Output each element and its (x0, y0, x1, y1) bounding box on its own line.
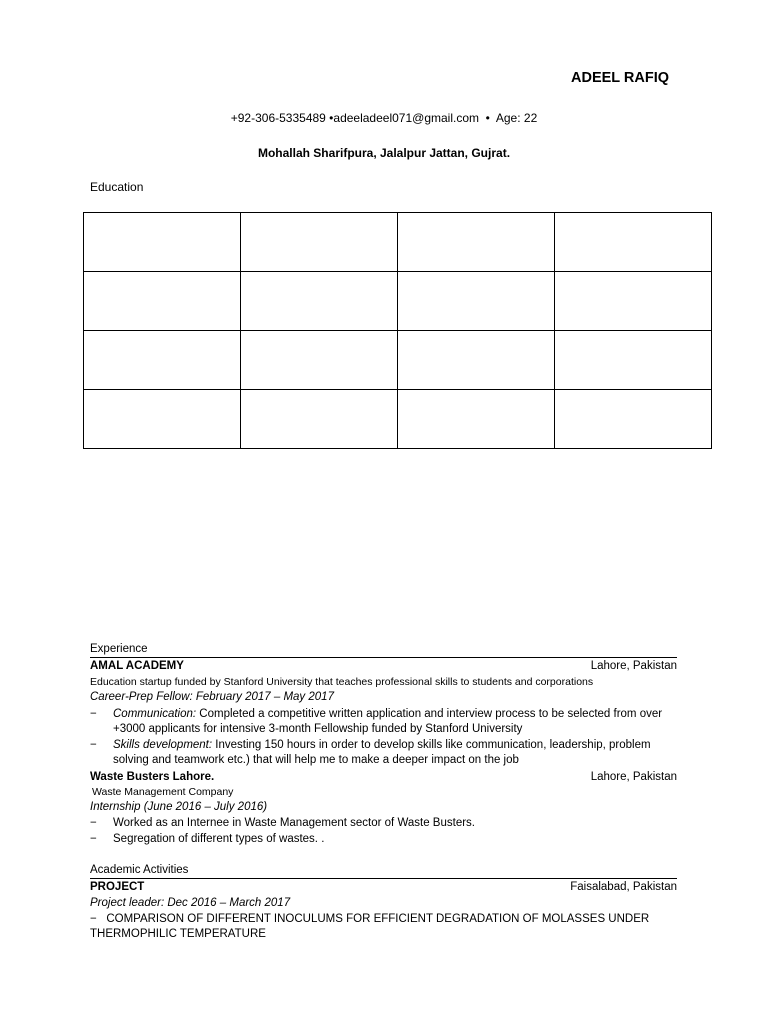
table-row (84, 213, 712, 272)
location: Lahore, Pakistan (590, 771, 677, 783)
experience-entry-header (90, 770, 677, 785)
role-title: Internship (June 2016 – July 2016) (90, 801, 268, 813)
academic-title: Academic Activities (90, 864, 189, 876)
table-row (84, 331, 712, 390)
table-cell (241, 390, 398, 449)
table-cell (241, 213, 398, 272)
bullet-dash: − (90, 739, 97, 751)
phone-number: +92-306-5335489 (230, 111, 326, 125)
bullet-dash: − (90, 833, 97, 845)
section-divider (90, 657, 677, 658)
education-table (83, 212, 712, 449)
section-divider (90, 878, 677, 879)
table-cell (555, 272, 712, 331)
table-row (84, 390, 712, 449)
table-cell (241, 331, 398, 390)
table-cell (555, 331, 712, 390)
list-item (90, 912, 677, 942)
location: Lahore, Pakistan (590, 660, 677, 672)
table-cell (398, 272, 555, 331)
table-cell (84, 390, 241, 449)
bullet-text: Completed a competitive written application and interview process to be selected from over +3000 applicants for intensive 3-month Fellowship funded by Stanford University (113, 708, 663, 735)
table-cell (398, 213, 555, 272)
organization-description: Waste Management Company (92, 786, 234, 798)
table-cell (555, 213, 712, 272)
organization-name: Waste Busters Lahore. (90, 771, 215, 783)
table-cell (398, 331, 555, 390)
role-title: Project leader: Dec 2016 – March 2017 (90, 897, 291, 909)
academic-entry-header (90, 880, 677, 895)
organization-description: Education startup funded by Stanford University that teaches professional skills to students and corporations (90, 676, 594, 688)
table-row (84, 272, 712, 331)
contact-line: +92-306-5335489 •adeeladeel071@gmail.com • Age: 22 (230, 111, 538, 125)
bullet-text: Segregation of different types of wastes. . (113, 833, 325, 845)
bullet-dash: − (90, 817, 97, 829)
bullet-text: COMPARISON OF DIFFERENT INOCULUMS FOR EFFICIENT DEGRADATION OF MOLASSES UNDER THERMOPHILIC TEMPERATURE (90, 913, 650, 940)
list-item (90, 832, 677, 847)
organization-name: AMAL ACADEMY (90, 660, 184, 672)
table-cell (84, 272, 241, 331)
bullet-label: Communication: (113, 708, 197, 720)
resume-name: ADEEL RAFIQ (571, 70, 670, 86)
table-cell (398, 390, 555, 449)
location: Faisalabad, Pakistan (570, 881, 677, 893)
list-item (90, 738, 677, 768)
bullet-label: Skills development: (113, 739, 213, 751)
list-item (90, 707, 677, 737)
experience-title: Experience (90, 643, 148, 655)
project-label: PROJECT (90, 881, 145, 893)
bullet-dash: − (90, 913, 97, 925)
education-label: Education (90, 180, 144, 194)
bullet-text: Worked as an Internee in Waste Management sector of Waste Busters. (113, 817, 475, 829)
address: Mohallah Sharifpura, Jalalpur Jattan, Gujrat. (257, 146, 511, 160)
bullet-text: Investing 150 hours in order to develop skills like communication, leadership, problem solving and teamwork etc.) that will help me to make a deeper impact on the job (113, 739, 651, 766)
table-cell (555, 390, 712, 449)
list-item (90, 816, 677, 831)
table-cell (84, 331, 241, 390)
table-cell (241, 272, 398, 331)
email-address: adeeladeel071@gmail.com (333, 111, 479, 125)
role-title: Career-Prep Fellow: February 2017 – May 2017 (90, 691, 334, 703)
age: Age: 22 (495, 111, 538, 125)
experience-entry-header (90, 659, 677, 674)
table-cell (84, 213, 241, 272)
bullet-dash: − (90, 708, 97, 720)
